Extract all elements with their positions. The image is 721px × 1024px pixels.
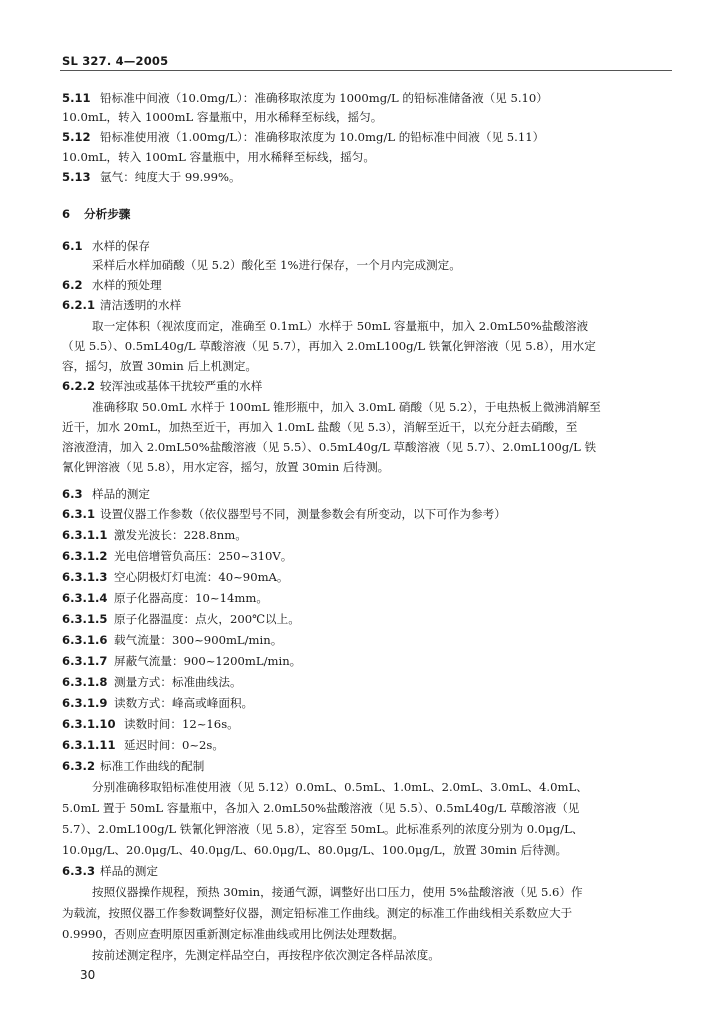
- clause-6-3-1-1: 6.3.1.1 激发光波长：228.8nm。: [62, 528, 247, 542]
- text-line: 10.0μg/L、20.0μg/L、40.0μg/L、60.0μg/L、80.0μg/L、100.0μg/L，放置 30min 后待测。: [62, 843, 568, 857]
- text-line: 0.9990，否则应查明原因重新测定标准曲线或用比例法处理数据。: [62, 927, 405, 941]
- text-line: 分别准确移取铅标准使用液（见 5.12）0.0mL、0.5mL、1.0mL、2.0mL、3.0mL、4.0mL、: [92, 780, 588, 794]
- section-6-heading: 6 分析步骤: [62, 207, 131, 221]
- clause-6-2-1: 6.2.1 清洁透明的水样: [62, 298, 182, 312]
- text-line: （见 5.5）、0.5mL40g/L 草酸溶液（见 5.7），再加入 2.0mL100g/L 铁氰化钾溶液（见 5.8），用水定: [62, 339, 596, 353]
- clause-6-3-3: 6.3.3 样品的测定: [62, 864, 158, 878]
- clause-6-3-1-4: 6.3.1.4 原子化器高度：10~14mm。: [62, 591, 268, 605]
- clause-6-3-1-8: 6.3.1.8 测量方式：标准曲线法。: [62, 675, 242, 689]
- clause-6-3-1-11: 6.3.1.11 延迟时间：0~2s。: [62, 738, 224, 752]
- text-line: 5.0mL 置于 50mL 容量瓶中，各加入 2.0mL50%盐酸溶液（见 5.5）、0.5mL40g/L 草酸溶液（见: [62, 801, 580, 815]
- text-line: 采样后水样加硝酸（见 5.2）酸化至 1%进行保存，一个月内完成测定。: [92, 258, 461, 272]
- clause-5-12: 5.12 铅标准使用液（1.00mg/L）：准确移取浓度为 10.0mg/L 的铅标准中间液（见 5.11）: [62, 130, 545, 144]
- clause-6-3-1-10: 6.3.1.10 读数时间：12~16s。: [62, 717, 239, 731]
- clause-5-13: 5.13 氩气：纯度大于 99.99%。: [62, 170, 241, 184]
- clause-6-2: 6.2 水样的预处理: [62, 278, 162, 292]
- clause-6-3-1-9: 6.3.1.9 读数方式：峰高或峰面积。: [62, 696, 254, 710]
- standard-code-header: SL 327. 4—2005: [62, 54, 169, 68]
- clause-5-11: 5.11 铅标准中间液（10.0mg/L）：准确移取浓度为 1000mg/L 的铅标准储备液（见 5.10）: [62, 91, 548, 105]
- text-line: 按前述测定程序，先测定样品空白，再按程序依次测定各样品浓度。: [92, 948, 440, 962]
- clause-6-3-1-2: 6.3.1.2 光电倍增管负高压：250~310V。: [62, 549, 293, 563]
- text-line: 取一定体积（视浓度而定，准确至 0.1mL）水样于 50mL 容量瓶中，加入 2.0mL50%盐酸溶液: [92, 319, 589, 333]
- text-line: 准确移取 50.0mL 水样于 100mL 锥形瓶中，加入 3.0mL 硝酸（见 5.2），于电热板上微沸消解至: [92, 400, 601, 414]
- text-line: 为载流，按照仪器工作参数调整好仪器，测定铅标准工作曲线。测定的标准工作曲线相关系数应大于: [62, 906, 573, 920]
- text-line: 氰化钾溶液（见 5.8），用水定容，摇匀，放置 30min 后待测。: [62, 460, 390, 474]
- clause-6-3: 6.3 样品的测定: [62, 487, 150, 501]
- text-line: 近干，加水 20mL，加热至近干，再加入 1.0mL 盐酸（见 5.3），消解至近干，以充分赶去硝酸，至: [62, 420, 578, 434]
- clause-6-2-2: 6.2.2 较浑浊或基体干扰较严重的水样: [62, 379, 263, 393]
- text-line: 容，摇匀，放置 30min 后上机测定。: [62, 359, 258, 373]
- page-number: 30: [80, 968, 96, 982]
- header-rule: [60, 70, 672, 71]
- clause-6-3-1-3: 6.3.1.3 空心阴极灯灯电流：40~90mA。: [62, 570, 289, 584]
- text-line: 10.0mL，转入 100mL 容量瓶中，用水稀释至标线，摇匀。: [62, 150, 375, 164]
- text-line: 5.7）、2.0mL100g/L 铁氰化钾溶液（见 5.8），定容至 50mL。此标准系列的浓度分别为 0.0μg/L、: [62, 822, 584, 836]
- clause-6-1: 6.1 水样的保存: [62, 239, 150, 253]
- clause-6-3-1-6: 6.3.1.6 载气流量：300~900mL/min。: [62, 633, 283, 647]
- text-line: 按照仪器操作规程，预热 30min，接通气源，调整好出口压力，使用 5%盐酸溶液（见 5.6）作: [92, 885, 583, 899]
- clause-6-3-1-5: 6.3.1.5 原子化器温度：点火，200℃以上。: [62, 612, 300, 626]
- clause-6-3-2: 6.3.2 标准工作曲线的配制: [62, 759, 205, 773]
- clause-6-3-1: 6.3.1 设置仪器工作参数（依仪器型号不同，测量参数会有所变动，以下可作为参考）: [62, 507, 506, 521]
- clause-6-3-1-7: 6.3.1.7 屏蔽气流量：900~1200mL/min。: [62, 654, 302, 668]
- text-line: 溶液澄清，加入 2.0mL50%盐酸溶液（见 5.5）、0.5mL40g/L 草酸溶液（见 5.7）、2.0mL100g/L 铁: [62, 440, 597, 454]
- text-line: 10.0mL，转入 1000mL 容量瓶中，用水稀释至标线，摇匀。: [62, 110, 383, 124]
